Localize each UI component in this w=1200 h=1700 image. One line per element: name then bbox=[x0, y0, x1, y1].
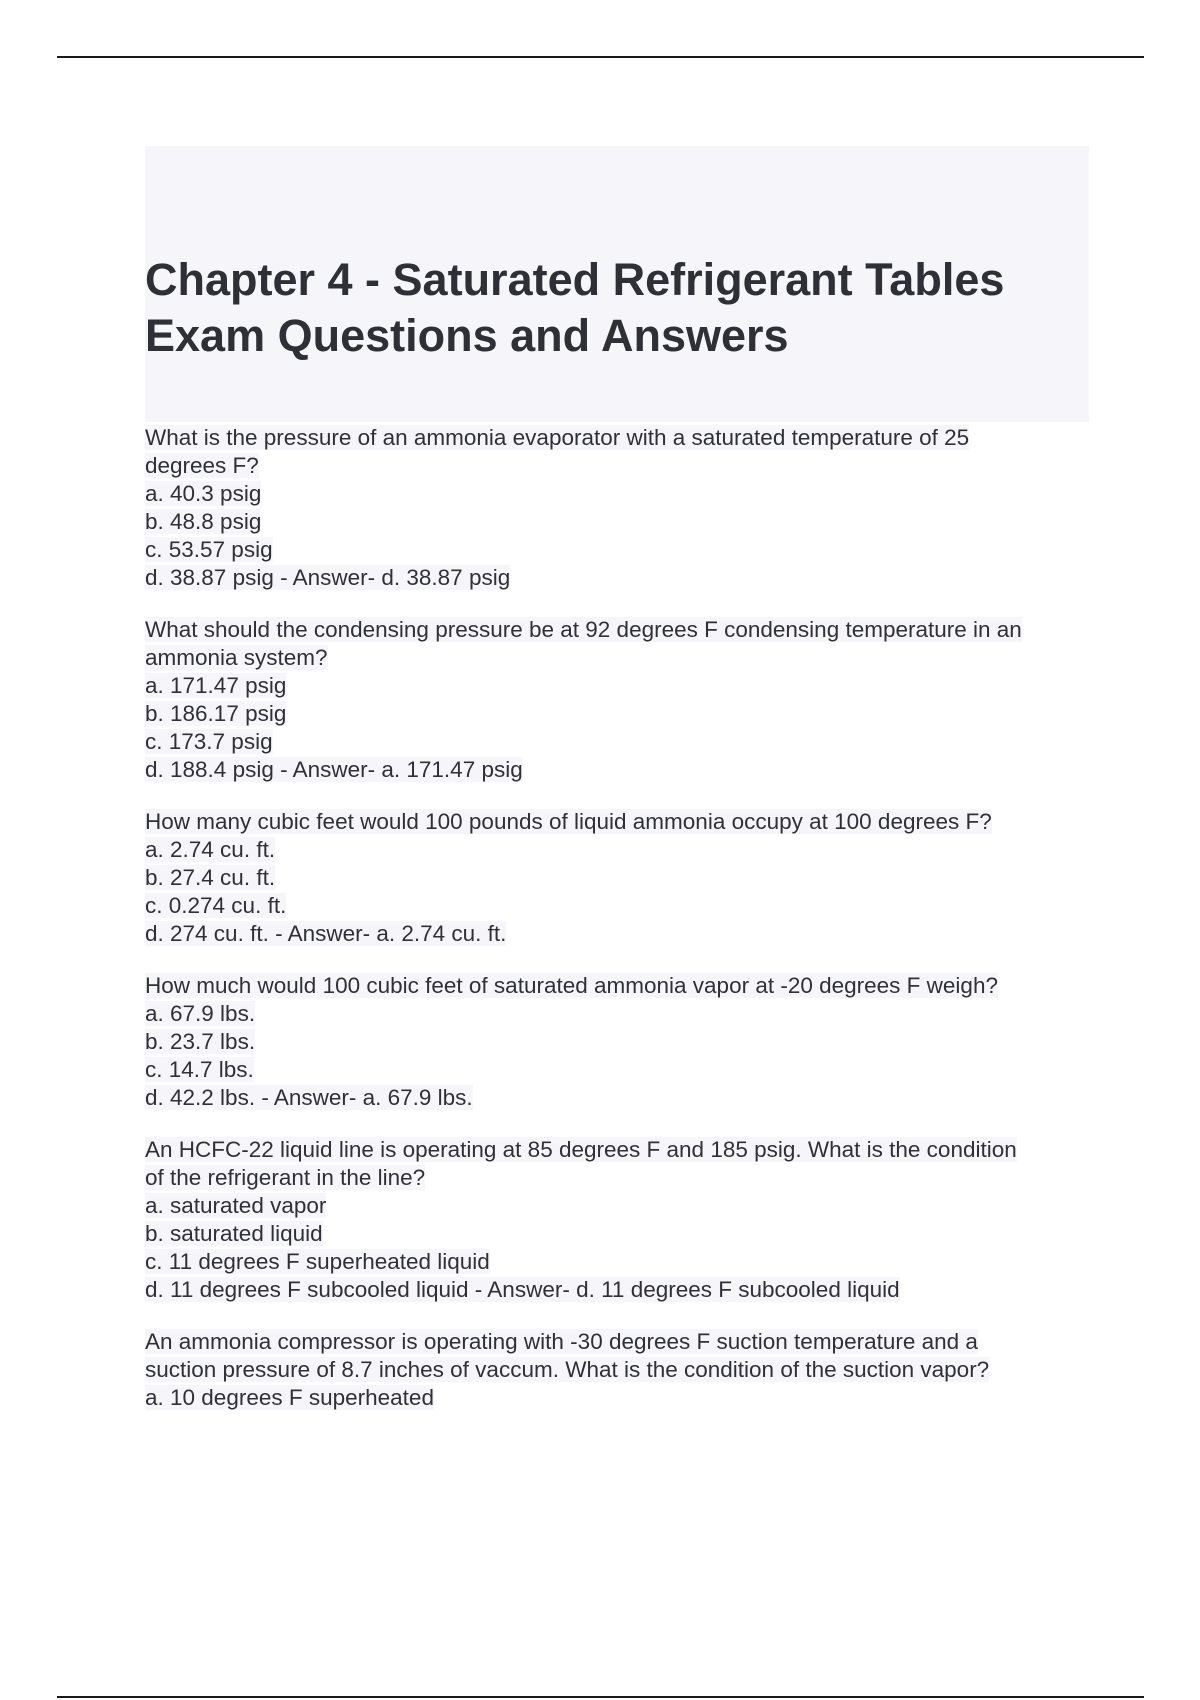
question-line bbox=[145, 536, 1105, 564]
question-block bbox=[145, 1328, 1105, 1412]
title-line-1: Chapter 4 - Saturated Refrigerant Tables bbox=[145, 254, 1005, 305]
line-text: a. 171.47 psig bbox=[145, 673, 287, 698]
line-text: What should the condensing pressure be at 92 degrees F condensing temperature in an bbox=[145, 617, 1022, 642]
question-line bbox=[145, 1000, 1105, 1028]
line-text: of the refrigerant in the line? bbox=[145, 1165, 426, 1190]
line-text: d. 188.4 psig - Answer- a. 171.47 psig bbox=[145, 757, 523, 782]
question-line bbox=[145, 672, 1105, 700]
question-block bbox=[145, 424, 1105, 592]
line-text: a. 67.9 lbs. bbox=[145, 1001, 256, 1026]
line-text: An HCFC-22 liquid line is operating at 85 degrees F and 185 psig. What is the condition bbox=[145, 1137, 1017, 1162]
question-text bbox=[145, 808, 1105, 836]
question-line bbox=[145, 836, 1105, 864]
line-text: c. 173.7 psig bbox=[145, 729, 273, 754]
line-text: c. 0.274 cu. ft. bbox=[145, 893, 287, 918]
line-text: What is the pressure of an ammonia evaporator with a saturated temperature of 25 bbox=[145, 425, 970, 450]
question-line bbox=[145, 892, 1105, 920]
question-block bbox=[145, 616, 1105, 784]
top-rule bbox=[57, 56, 1144, 58]
question-text bbox=[145, 424, 1105, 452]
question-line bbox=[145, 1248, 1105, 1276]
line-text: degrees F? bbox=[145, 453, 259, 478]
line-text: a. 10 degrees F superheated bbox=[145, 1385, 434, 1410]
line-text: How many cubic feet would 100 pounds of liquid ammonia occupy at 100 degrees F? bbox=[145, 809, 992, 834]
line-text: b. 23.7 lbs. bbox=[145, 1029, 256, 1054]
line-text: b. 48.8 psig bbox=[145, 509, 262, 534]
question-line bbox=[145, 1028, 1105, 1056]
bottom-rule bbox=[57, 1696, 1144, 1698]
question-line bbox=[145, 1164, 1105, 1192]
line-text: a. 40.3 psig bbox=[145, 481, 262, 506]
question-block bbox=[145, 808, 1105, 948]
question-line bbox=[145, 508, 1105, 536]
line-text: d. 38.87 psig - Answer- d. 38.87 psig bbox=[145, 565, 511, 590]
title-line-2: Exam Questions and Answers bbox=[145, 310, 789, 361]
question-text bbox=[145, 616, 1105, 644]
line-text: How much would 100 cubic feet of saturated ammonia vapor at -20 degrees F weigh? bbox=[145, 973, 998, 998]
question-line bbox=[145, 1056, 1105, 1084]
line-text: b. 186.17 psig bbox=[145, 701, 287, 726]
question-line bbox=[145, 864, 1105, 892]
question-list bbox=[145, 424, 1105, 1436]
line-text: d. 11 degrees F subcooled liquid - Answer- d. 11 degrees F subcooled liquid bbox=[145, 1277, 900, 1302]
question-line bbox=[145, 1192, 1105, 1220]
question-block bbox=[145, 972, 1105, 1112]
question-line bbox=[145, 480, 1105, 508]
line-text: An ammonia compressor is operating with -30 degrees F suction temperature and a bbox=[145, 1329, 978, 1354]
question-line bbox=[145, 728, 1105, 756]
question-line bbox=[145, 1276, 1105, 1304]
question-line bbox=[145, 1384, 1105, 1412]
line-text: d. 42.2 lbs. - Answer- a. 67.9 lbs. bbox=[145, 1085, 473, 1110]
question-line bbox=[145, 644, 1105, 672]
line-text: a. 2.74 cu. ft. bbox=[145, 837, 276, 862]
line-text: b. 27.4 cu. ft. bbox=[145, 865, 276, 890]
question-line bbox=[145, 1084, 1105, 1112]
line-text: b. saturated liquid bbox=[145, 1221, 323, 1246]
line-text: suction pressure of 8.7 inches of vaccum. What is the condition of the suction vapor? bbox=[145, 1357, 990, 1382]
question-block bbox=[145, 1136, 1105, 1304]
line-text: c. 11 degrees F superheated liquid bbox=[145, 1249, 490, 1274]
page-title bbox=[145, 252, 1105, 364]
question-line bbox=[145, 452, 1105, 480]
question-text bbox=[145, 972, 1105, 1000]
line-text: a. saturated vapor bbox=[145, 1193, 327, 1218]
question-line bbox=[145, 700, 1105, 728]
question-line bbox=[145, 564, 1105, 592]
line-text: c. 53.57 psig bbox=[145, 537, 273, 562]
line-text: d. 274 cu. ft. - Answer- a. 2.74 cu. ft. bbox=[145, 921, 507, 946]
question-line bbox=[145, 756, 1105, 784]
question-text bbox=[145, 1136, 1105, 1164]
line-text: ammonia system? bbox=[145, 645, 328, 670]
question-text bbox=[145, 1328, 1105, 1356]
question-line bbox=[145, 1356, 1105, 1384]
line-text: c. 14.7 lbs. bbox=[145, 1057, 254, 1082]
question-line bbox=[145, 920, 1105, 948]
question-line bbox=[145, 1220, 1105, 1248]
